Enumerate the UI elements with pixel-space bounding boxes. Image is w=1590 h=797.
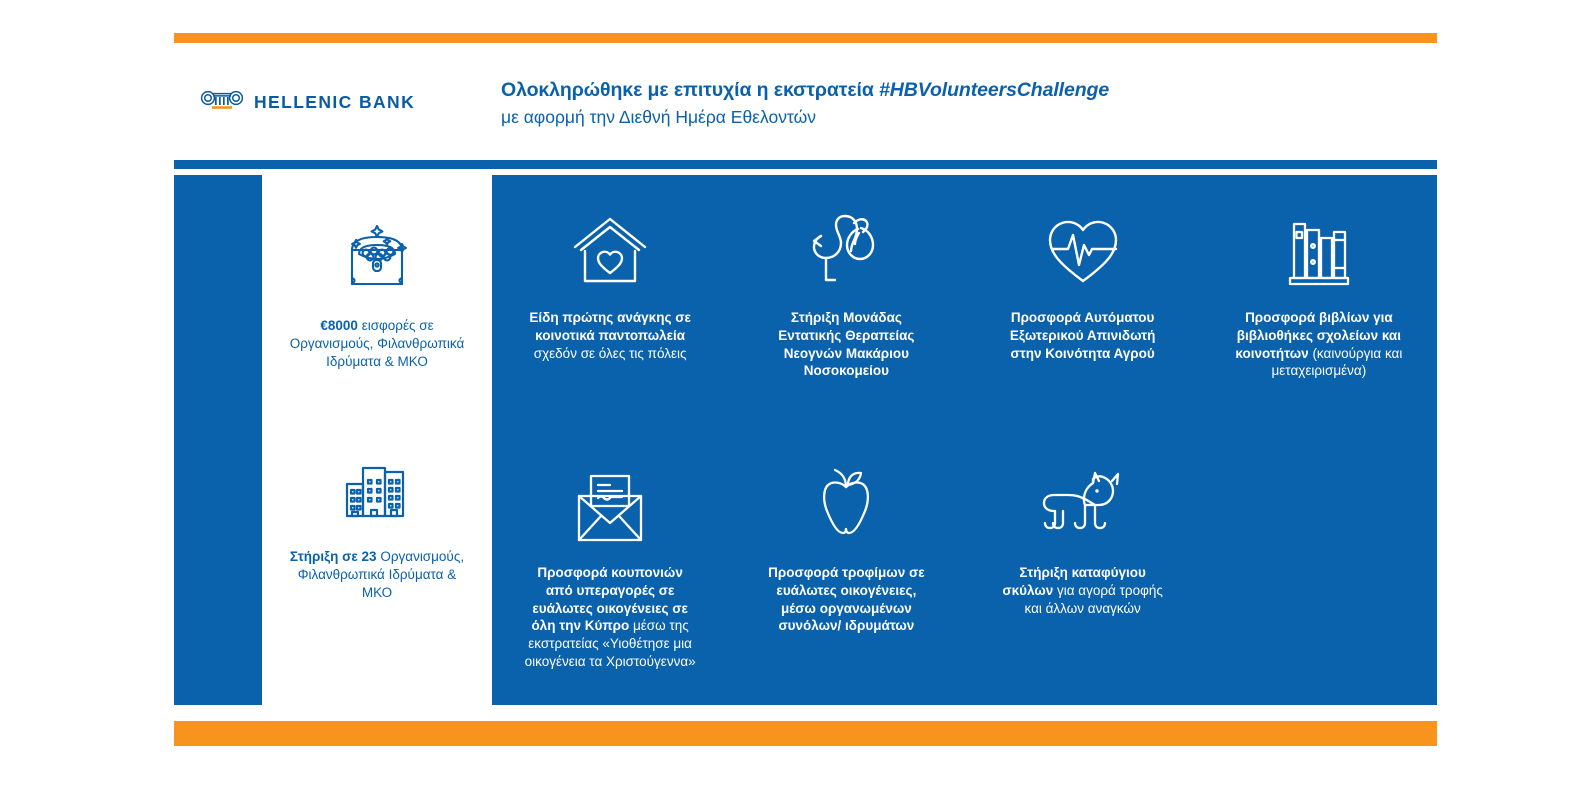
highlight-caption — [524, 564, 696, 671]
header-text-block — [501, 78, 1109, 130]
stat-item-organisations — [282, 444, 472, 601]
highlight-item-nicu — [760, 175, 932, 440]
campaign-hashtag: #HBVolunteersChallenge — [879, 79, 1110, 101]
stat-text: εισφορές σε Οργανισμούς, Φιλανθρωπικά Ιδρύματα & ΜΚΟ — [289, 318, 465, 369]
highlight-bold: Προσφορά κουπονιών από υπεραγορές σε ευάλωτες οικογένειες σε όλη την Κύπρο — [531, 565, 688, 634]
stat-caption — [282, 317, 472, 370]
logo-wordmark: HELLENIC BANK — [254, 92, 416, 112]
highlight-bold: Προσφορά τροφίμων σε ευάλωτες οικογένειες, μέσω οργανωμένων συνόλων/ ιδρυμάτων — [768, 565, 925, 634]
highlight-bold: Στήριξη καταφύγιου σκύλων — [1002, 565, 1146, 598]
highlight-caption — [997, 309, 1169, 362]
highlight-bold: Είδη πρώτης ανάγκης σε κοινοτικά παντοπωλεία — [529, 310, 691, 343]
highlight-caption — [997, 564, 1169, 617]
highlight-item-books — [1233, 175, 1405, 440]
highlight-item-groceries — [524, 175, 696, 440]
office-buildings-icon — [337, 444, 417, 536]
highlight-cell — [492, 175, 728, 440]
highlight-cell — [492, 440, 728, 705]
bottom-orange-rule — [174, 721, 1437, 746]
dog-icon — [1037, 460, 1129, 552]
highlight-caption — [760, 309, 932, 380]
highlight-cell — [965, 175, 1201, 440]
highlight-item-defibrillator — [997, 175, 1169, 440]
highlight-item-food — [760, 440, 932, 705]
page-subtitle: με αφορμή την Διεθνή Ημέρα Εθελοντών — [501, 106, 817, 127]
stat-caption — [282, 548, 472, 601]
highlight-text: για αγορά τροφής και άλλων αναγκών — [1024, 582, 1163, 616]
page-title-main: Ολοκληρώθηκε με επιτυχία η εκστρατεία — [501, 79, 880, 101]
books-shelf-icon — [1278, 205, 1360, 297]
highlight-text: μέσω της εκστρατείας «Υιοθέτησε μια οικογένεια τα Χριστούγεννα» — [524, 618, 696, 670]
highlight-cell — [728, 175, 964, 440]
stat-highlight: Στήριξη σε 23 — [289, 549, 381, 565]
stat-text: Οργανισμούς, Φιλανθρωπικά Ιδρύματα & ΜΚΟ — [297, 549, 465, 601]
blue-highlights-panel — [492, 175, 1437, 705]
highlight-item-coupons — [524, 440, 696, 705]
highlight-cell-empty — [1201, 440, 1437, 705]
hellenic-bank-logo — [200, 88, 415, 117]
top-orange-rule — [174, 33, 1437, 43]
highlight-bold: Προσφορά Αυτόματου Εξωτερικού Απινιδωτή στην Κοινότητα Αγρού — [1009, 310, 1156, 361]
stat-highlight: €8000 — [320, 318, 362, 333]
header — [174, 60, 1437, 155]
envelope-letter-icon — [567, 460, 653, 552]
highlight-text: (καινούργια και μεταχειρισμένα) — [1271, 345, 1403, 379]
highlight-cell — [728, 440, 964, 705]
stork-with-bundle-icon — [803, 205, 889, 297]
greek-column-icon — [200, 88, 244, 117]
white-stats-column — [262, 175, 492, 705]
apple-icon — [805, 460, 887, 552]
highlight-caption — [524, 309, 696, 362]
page-title — [501, 78, 1109, 103]
house-with-heart-icon — [567, 205, 653, 297]
highlight-caption — [1233, 309, 1405, 380]
treasure-chest-icon — [334, 213, 420, 305]
highlight-bold: Στήριξη Μονάδας Εντατικής Θεραπείας Νεογνών Μακάριου Νοσοκομείου — [778, 310, 915, 379]
highlight-cell — [965, 440, 1201, 705]
header-blue-rule — [174, 160, 1437, 169]
highlight-text: σχεδόν σε όλες τις πόλεις — [533, 345, 687, 361]
left-blue-block — [174, 175, 262, 705]
highlight-item-dog-shelter — [997, 440, 1169, 705]
stat-item-donations — [282, 213, 472, 370]
highlights-grid — [492, 175, 1437, 705]
highlight-bold: Προσφορά βιβλίων για βιβλιοθήκες σχολείων και κοινοτήτων — [1235, 310, 1401, 361]
highlight-caption — [760, 564, 932, 635]
highlight-cell — [1201, 175, 1437, 440]
heart-pulse-icon — [1040, 205, 1126, 297]
